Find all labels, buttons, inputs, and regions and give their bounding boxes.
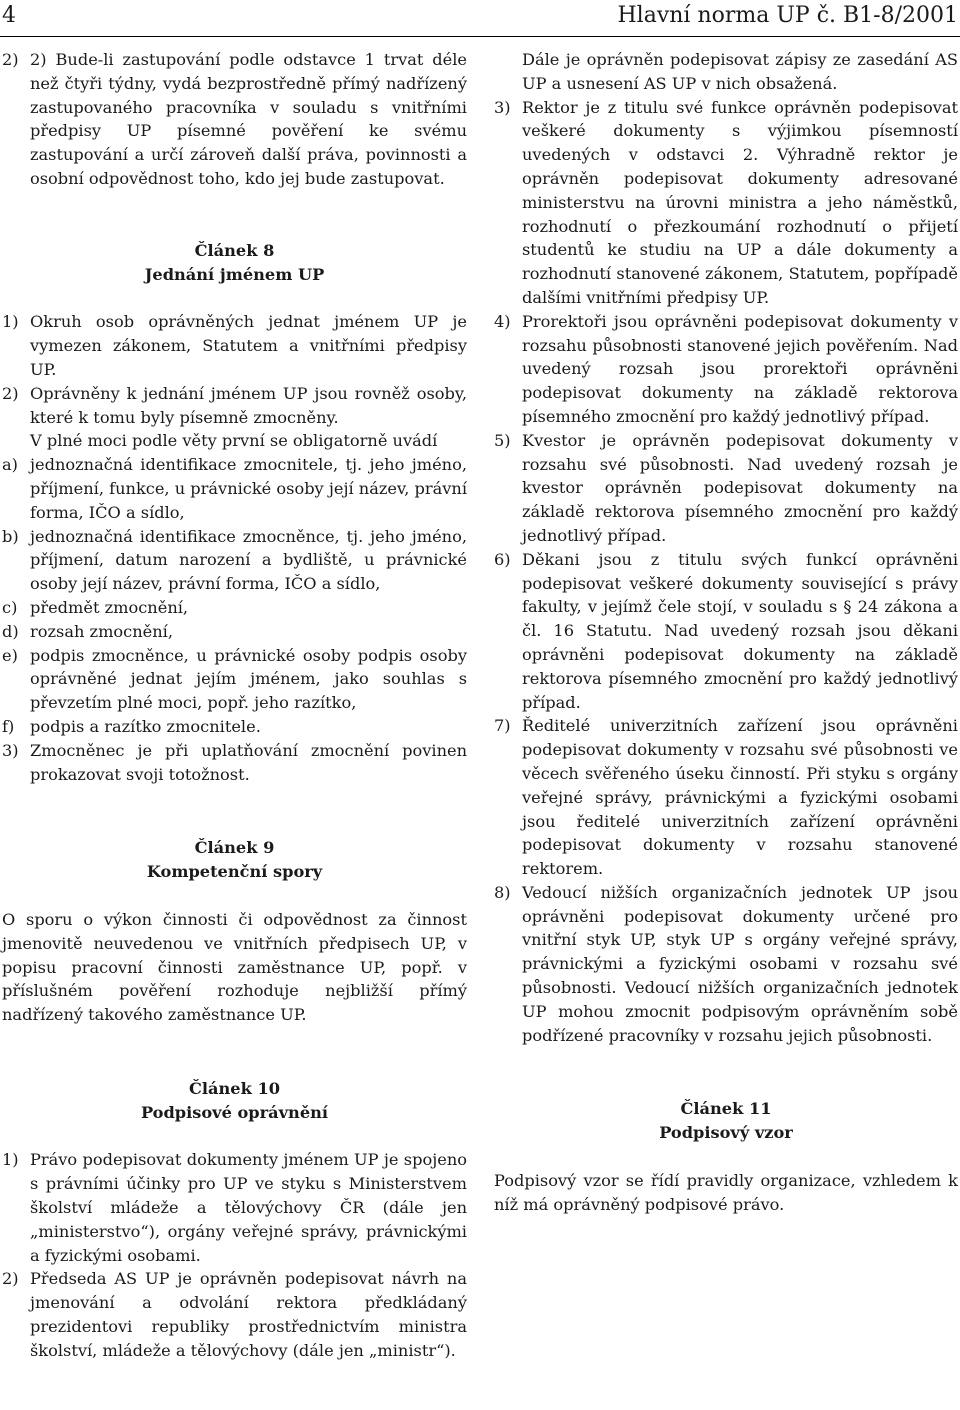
point-text: podpis a razítko zmocnitele. xyxy=(30,716,261,736)
item-number: 3) xyxy=(2,740,19,760)
point-letter: f) xyxy=(2,716,15,736)
item-number: 2) xyxy=(2,50,19,69)
item-text: Kvestor je oprávněn podepisovat dokumenty v rozsahu své působnosti. Nad uvedený rozsah je kvestor oprávněn podepisovat dokumenty na základě rektorova písemného zmocnění pro každý jednotlivý případ. xyxy=(522,430,958,545)
item-number: 2) xyxy=(2,383,19,403)
item-text: Děkani jsou z titulu svých funkcí oprávněni podepisovat veškeré dokumenty související s právy fakulty, v jejímž čele stojí, v souladu s § 24 zákona a čl. 16 Statutu. Nad uvedený rozsah jsou děkani oprávněni podepisovat dokumenty na základě rektorova písemného zmocnění pro každý jednotlivý případ. xyxy=(522,549,958,712)
item-text: Rektor je z titulu své funkce oprávněn podepisovat veškeré dokumenty s výjimkou písemností uvedených v odstavci 2. Výhradně rektor je oprávněn podepisovat dokumenty adresované ministerstvu na úrovni ministra a jeho náměstků, rozhodnutí o přezkoumání rozhodnutí o přijetí studentů ke studiu na UP a dále dokumenty a rozhodnutí stanovené zákonem, Statutem, popřípadě dalšími vnitřními předpisy UP. xyxy=(522,97,958,307)
point-letter: b) xyxy=(2,526,19,546)
paragraph-continued xyxy=(494,48,958,96)
article-10-item-4 xyxy=(494,310,958,429)
article-11-title: Článek 11 xyxy=(680,1099,772,1119)
article-10-item-7 xyxy=(494,714,958,881)
item-number: 3) xyxy=(494,97,511,117)
article-8-point-b xyxy=(2,525,467,596)
article-10-item-2 xyxy=(2,1267,467,1362)
article-9-text: O sporu o výkon činnosti či odpovědnost za činnost jmenovitě neuvedenou ve vnitřních předpisech UP, v popisu pracovní činnosti zaměstnance UP, popř. v příslušném pověření rozhoduje nejbližší přímý nadřízený takového zaměstnance UP. xyxy=(2,909,467,1025)
article-8-point-f xyxy=(2,715,467,739)
item-text: Zmocněnec je při uplatňování zmocnění povinen prokazovat svoji totožnost. xyxy=(30,740,467,784)
article-8-item-1 xyxy=(2,310,467,381)
item-text: Prorektoři jsou oprávněni podepisovat dokumenty v rozsahu působnosti stanovené jejich pověřením. Nad uvedený rozsah jsou prorektoři oprávněni podepisovat dokumenty na základě rektorova písemného zmocnění pro každý jednotlivý případ. xyxy=(522,311,958,426)
article-11-subtitle: Podpisový vzor xyxy=(659,1123,793,1143)
article-11-text: Podpisový vzor se řídí pravidly organizace, vzhledem k níž má oprávněný podpisové právo. xyxy=(494,1171,958,1214)
article-8-point-d xyxy=(2,620,467,644)
item-text: Okruh osob oprávněných jednat jménem UP je vymezen zákonem, Statutem a vnitřními předpisy UP. xyxy=(30,312,467,379)
article-8-item-3 xyxy=(2,739,467,787)
point-text: jednoznačná identifikace zmocněnce, tj. jeho jméno, příjmení, datum narození a bydliště, u právnické osoby její název, právní forma, IČO a sídlo, xyxy=(30,526,467,594)
point-text: jednoznačná identifikace zmocnitele, tj. jeho jméno, příjmení, funkce, u právnické osoby její název, právní forma, IČO a sídlo, xyxy=(30,455,467,522)
article-9-subtitle: Kompetenční spory xyxy=(146,862,323,882)
item-number: 5) xyxy=(494,430,511,450)
point-letter: a) xyxy=(2,455,18,475)
publication-title: Hlavní norma UP č. B1-8/2001 xyxy=(617,3,958,28)
article-10-item-6 xyxy=(494,548,958,715)
lead-text: V plné moci podle věty první se obligatorně uvádí xyxy=(30,431,438,451)
point-text: rozsah zmocnění, xyxy=(30,621,173,641)
item-number: 6) xyxy=(494,549,511,569)
item-text: Předseda AS UP je oprávněn podepisovat návrh na jmenování a odvolání rektora předkládaný prezidentovi republiky prostřednictvím ministra školství, mládeže a tělovýchovy (dále jen „ministr“). xyxy=(30,1269,467,1360)
item-number: 1) xyxy=(2,312,19,332)
page-number: 4 xyxy=(2,3,16,28)
item-number: 7) xyxy=(494,716,511,736)
point-text: předmět zmocnění, xyxy=(30,597,189,617)
item-text: Vedoucí nižších organizačních jednotek UP jsou oprávněni podepisovat dokumenty určené pro vnitřní styk UP, styk UP s orgány veřejné správy, právnickými a fyzickými osobami v rozsahu své působnosti. Vedoucí nižších organizačních jednotek UP mohou zmocnit podpisovým oprávněním sobě podřízené pracovníky v rozsahu jejich působnosti. xyxy=(522,882,958,1045)
paragraph-2-continued xyxy=(2,48,467,191)
point-letter: d) xyxy=(2,621,19,641)
item-number: 1) xyxy=(2,1150,19,1170)
point-letter: e) xyxy=(2,645,18,665)
article-8-lead-text xyxy=(2,429,467,453)
item-number: 4) xyxy=(494,311,511,331)
article-10-item-8 xyxy=(494,881,958,1048)
paragraph-text: 2) Bude-li zastupování podle odstavce 1 trvat déle než čtyři týdny, vydá bezprostředně přímý nadřízený zastupovaného pracovníka v souladu s vnitřními předpisy UP písemné pověření ke svému zastupování a určí zároveň další práva, povinnosti a osobní odpovědnost toho, kdo jej bude zastupovat. xyxy=(30,50,467,188)
item-number: 2) xyxy=(2,1269,19,1289)
item-text: Právo podepisovat dokumenty jménem UP je spojeno s právními účinky pro UP ve styku s Ministerstvem školství mládeže a tělovýchovy ČR (dále jen „ministerstvo“), orgány veřejné správy, právnickými a fyzickými osobami. xyxy=(30,1150,467,1265)
article-10-item-3 xyxy=(494,96,958,310)
article-9-title: Článek 9 xyxy=(194,838,275,858)
article-8-title: Článek 8 xyxy=(194,240,275,260)
paragraph-text: Dále je oprávněn podepisovat zápisy ze zasedání AS UP a usnesení AS UP v nich obsažená. xyxy=(522,50,958,93)
right-column xyxy=(494,48,958,1217)
article-8-point-e xyxy=(2,644,467,715)
point-text: podpis zmocněnce, u právnické osoby podpis osoby oprávněné jednat jejím jménem, jako souhlas s převzetím plné moci, popř. jeho razítko, xyxy=(30,645,467,713)
article-10-item-1 xyxy=(2,1148,467,1267)
article-10-title: Článek 10 xyxy=(189,1078,280,1098)
left-column xyxy=(2,48,467,1363)
item-text: Oprávněny k jednání jménem UP jsou rovněž osoby, které k tomu byly písemně zmocněny. xyxy=(30,383,467,427)
article-8-point-a xyxy=(2,453,467,524)
article-10-subtitle: Podpisové oprávnění xyxy=(140,1102,329,1122)
point-letter: c) xyxy=(2,597,18,617)
item-text: Ředitelé univerzitních zařízení jsou oprávněni podepisovat dokumenty v rozsahu své působnosti ve věcech svěřeného úseku činností. Při styku s orgány veřejné správy, právnickými a fyzickými osobami jsou ředitelé univerzitních zařízení oprávněni podepisovat dokumenty v rozsahu stanovené rektorem. xyxy=(522,716,958,879)
item-number: 8) xyxy=(494,882,511,902)
article-8-point-c xyxy=(2,596,467,620)
page-header xyxy=(0,0,960,37)
article-8-subtitle: Jednání jménem UP xyxy=(144,264,325,284)
article-10-item-5 xyxy=(494,429,958,548)
article-8-item-2 xyxy=(2,382,467,430)
